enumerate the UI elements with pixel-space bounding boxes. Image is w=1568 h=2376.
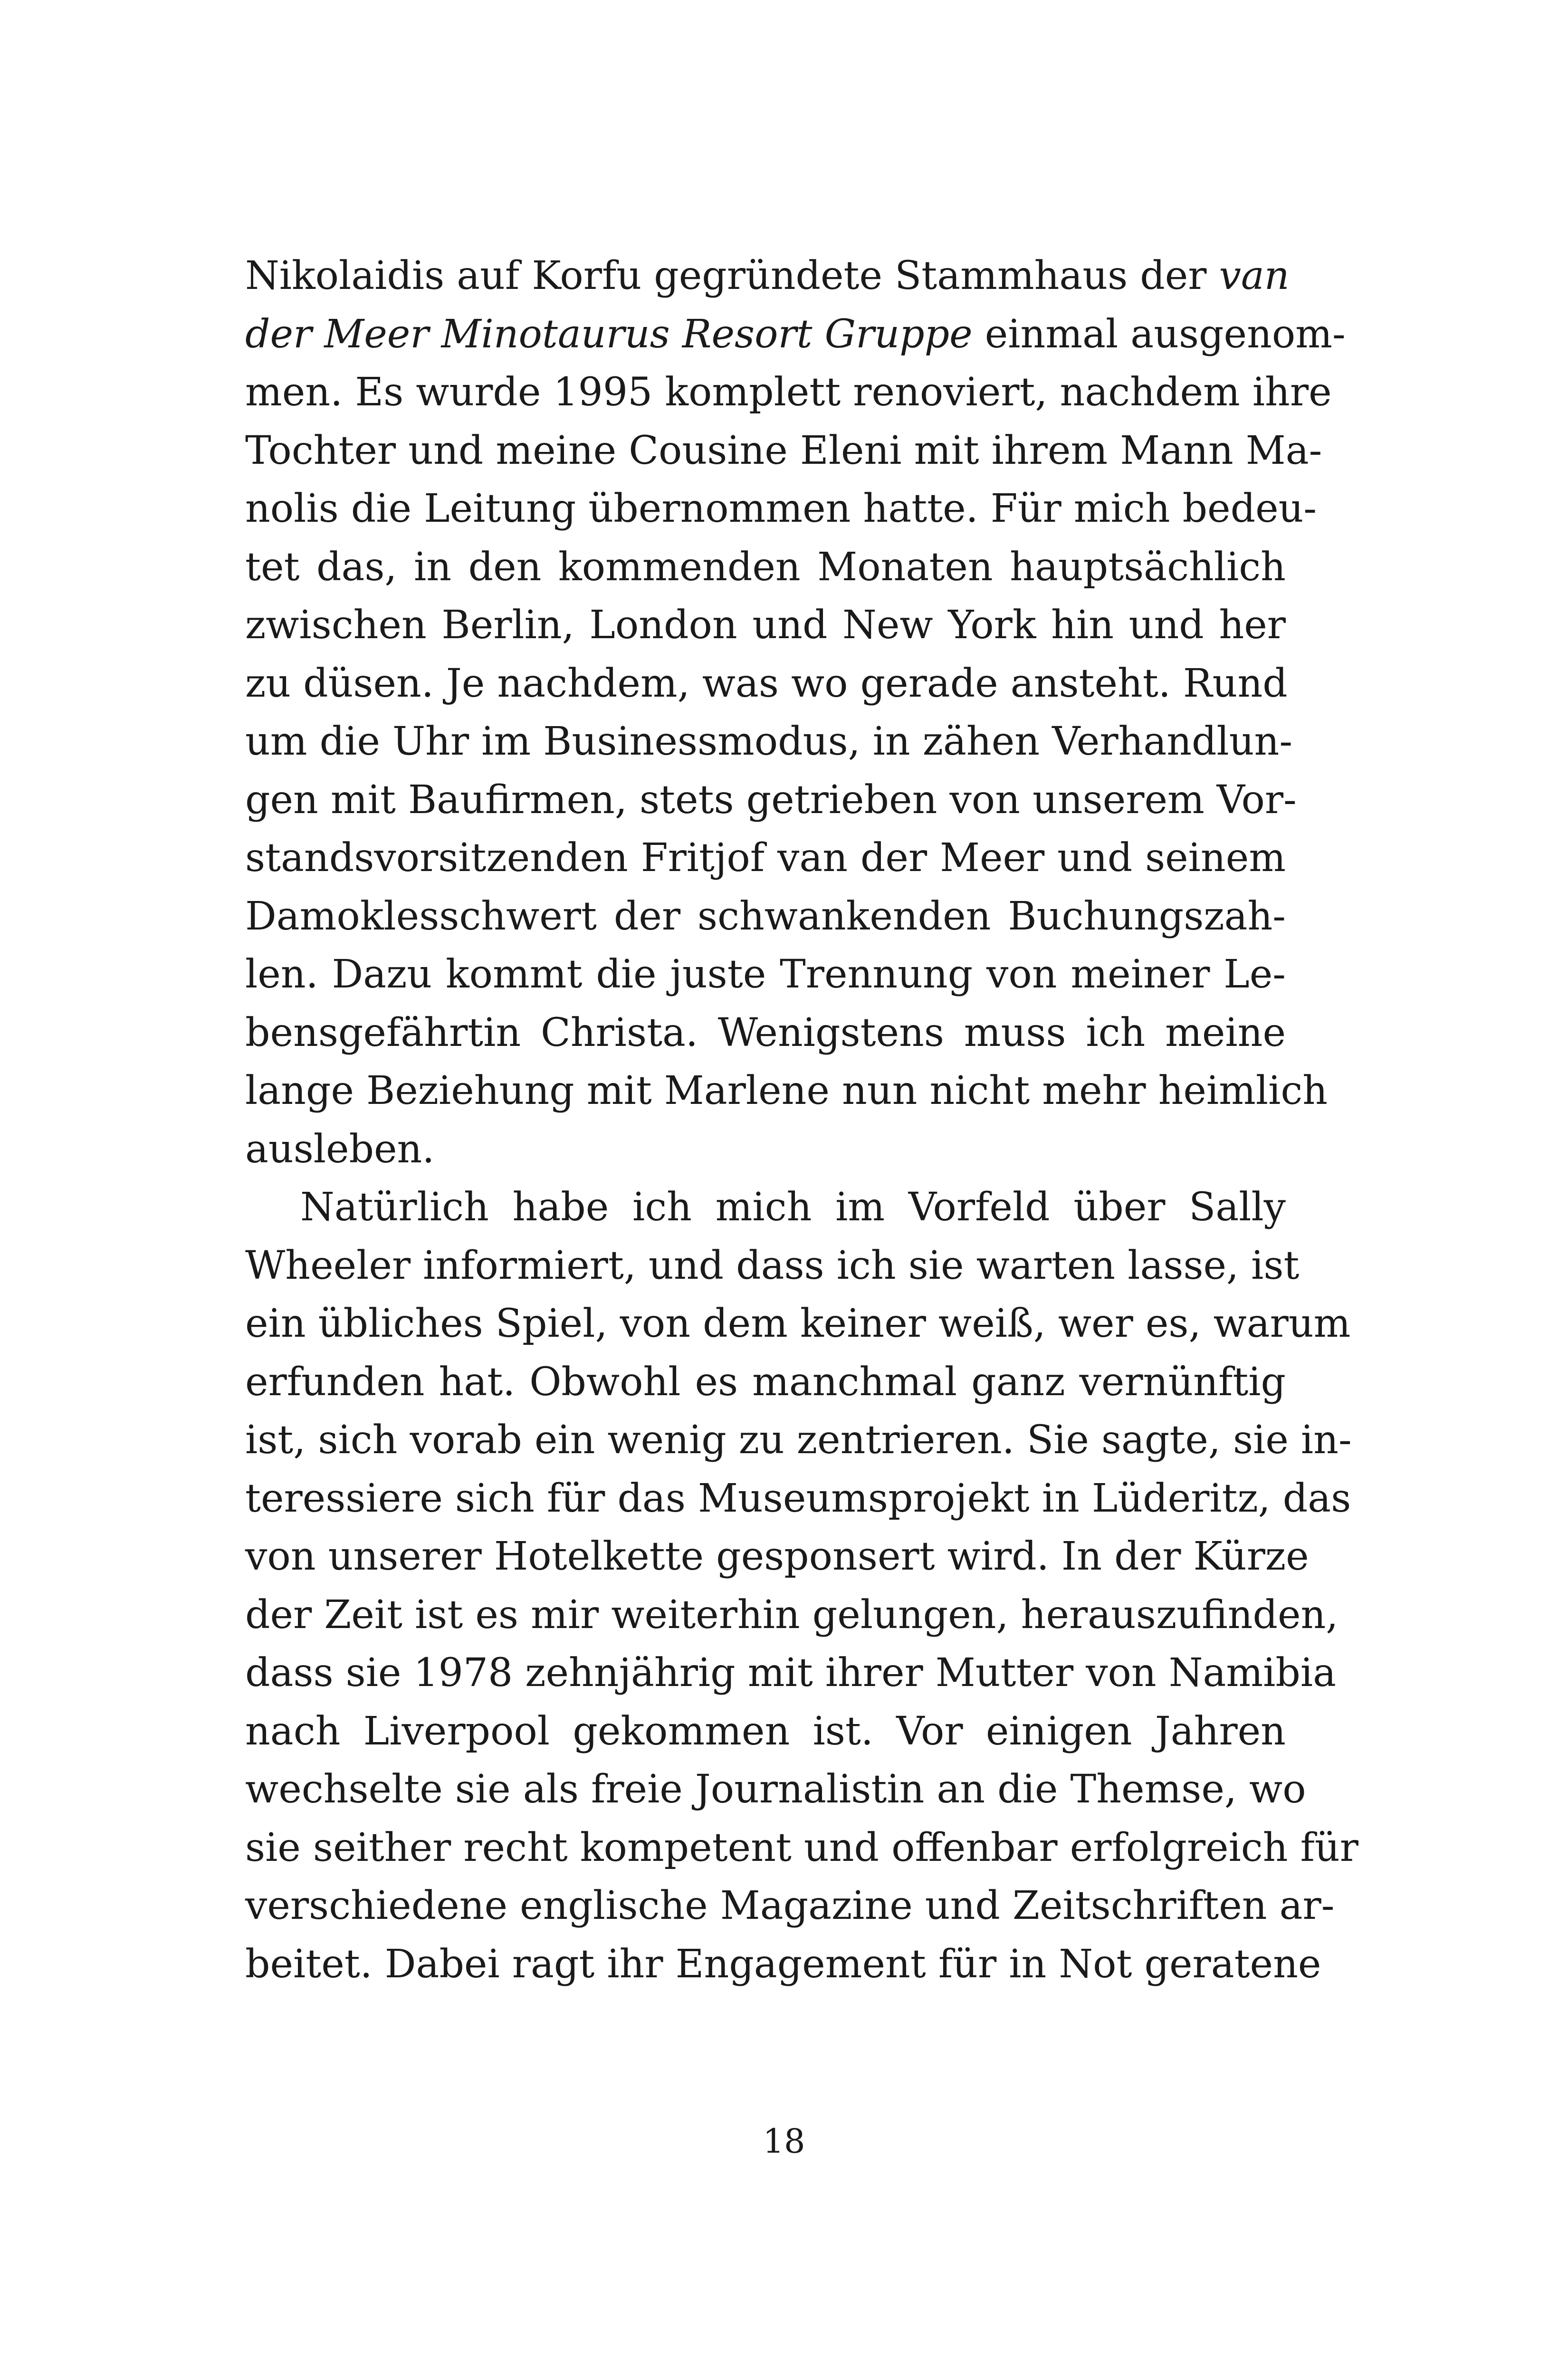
text-run: erfunden hat. Obwohl es manchmal ganz vernünftig xyxy=(245,1359,1286,1405)
text-run: wechselte sie als freie Journalistin an die Themse, wo xyxy=(245,1767,1306,1812)
text-line xyxy=(245,1004,1286,1063)
text-line xyxy=(245,1586,1339,1645)
text-line xyxy=(245,538,1286,597)
text-run: Natürlich habe ich mich im Vorfeld über Sally xyxy=(300,1185,1286,1230)
text-run: standsvorsitzenden Fritjof van der Meer und seinem xyxy=(245,835,1286,881)
text-run: Nikolaidis auf Korfu gegründete Stammhaus der xyxy=(245,253,1219,298)
text-run: ist, sich vorab ein wenig zu zentrieren. Sie sagte, sie in- xyxy=(245,1418,1352,1463)
text-run: dass sie 1978 zehnjährig mit ihrer Mutter von Namibia xyxy=(245,1650,1336,1696)
text-run: nolis die Leitung übernommen hatte. Für mich bedeu- xyxy=(245,486,1317,531)
text-line xyxy=(245,1353,1286,1412)
page-number: 18 xyxy=(763,2122,805,2161)
text-run: Tochter und meine Cousine Eleni mit ihrem Mann Ma- xyxy=(245,428,1322,473)
text-line xyxy=(245,1121,1286,1179)
text-run: zwischen Berlin, London und New York hin und her xyxy=(245,603,1286,648)
text-line xyxy=(245,1819,1358,1878)
text-line xyxy=(245,364,1332,422)
text-line xyxy=(245,771,1297,830)
paragraph-2 xyxy=(245,1178,1358,1993)
text-run: einmal ausgenom- xyxy=(972,311,1346,357)
text-line xyxy=(245,1935,1321,1994)
text-run: ein übliches Spiel, von dem keiner weiß, wer es, warum xyxy=(245,1301,1351,1346)
paragraph-1 xyxy=(245,247,1346,1178)
text-line xyxy=(245,1178,1286,1237)
text-line xyxy=(245,1761,1306,1819)
text-line xyxy=(245,1644,1336,1703)
text-run: sie seither recht kompetent und offenbar erfolgreich für xyxy=(245,1825,1358,1870)
text-line xyxy=(245,1470,1351,1528)
text-run: lange Beziehung mit Marlene nun nicht mehr heimlich xyxy=(245,1068,1328,1113)
text-line xyxy=(245,1062,1328,1121)
text-run: tet das, in den kommenden Monaten hauptsächlich xyxy=(245,544,1286,590)
italic-text: der Meer Minotaurus Resort Gruppe xyxy=(245,311,973,357)
text-line xyxy=(245,655,1286,713)
text-line xyxy=(245,1877,1335,1935)
text-line xyxy=(245,888,1286,946)
text-line xyxy=(245,946,1286,1004)
text-run: zu düsen. Je nachdem, was wo gerade ansteht. Rund xyxy=(245,661,1288,706)
text-line xyxy=(245,422,1322,480)
text-line xyxy=(245,596,1286,655)
text-line xyxy=(245,713,1293,771)
text-run: teressiere sich für das Museumsprojekt in Lüderitz, das xyxy=(245,1475,1351,1521)
text-line xyxy=(245,1411,1352,1470)
text-line xyxy=(245,829,1286,888)
text-run: der Zeit ist es mir weiterhin gelungen, herauszufinden, xyxy=(245,1592,1339,1638)
body-text xyxy=(245,247,1358,1993)
text-run: verschiedene englische Magazine und Zeitschriften ar- xyxy=(245,1883,1335,1928)
text-run: ausleben. xyxy=(245,1126,435,1172)
text-run: nach Liverpool gekommen ist. Vor einigen Jahren xyxy=(245,1708,1286,1754)
text-line xyxy=(245,1295,1351,1353)
text-line xyxy=(245,247,1290,306)
text-run: um die Uhr im Businessmodus, in zähen Verhandlun- xyxy=(245,719,1293,764)
text-run: bensgefährtin Christa. Wenigstens muss ich meine xyxy=(245,1010,1286,1055)
text-run: von unserer Hotelkette gesponsert wird. In der Kürze xyxy=(245,1534,1309,1579)
text-run: beitet. Dabei ragt ihr Engagement für in Not geratene xyxy=(245,1941,1321,1987)
italic-text: van xyxy=(1219,253,1290,298)
text-run: gen mit Baufirmen, stets getrieben von unserem Vor- xyxy=(245,777,1297,823)
text-line xyxy=(245,1528,1309,1586)
text-run: Damoklesschwert der schwankenden Buchungszah- xyxy=(245,893,1286,939)
text-line xyxy=(245,480,1317,538)
text-run: Wheeler informiert, und dass ich sie warten lasse, ist xyxy=(245,1243,1300,1288)
text-line xyxy=(245,306,1346,364)
text-run: len. Dazu kommt die juste Trennung von meiner Le- xyxy=(245,952,1286,997)
text-line xyxy=(245,1237,1300,1295)
text-run: men. Es wurde 1995 komplett renoviert, nachdem ihre xyxy=(245,370,1332,415)
text-line xyxy=(245,1703,1286,1761)
